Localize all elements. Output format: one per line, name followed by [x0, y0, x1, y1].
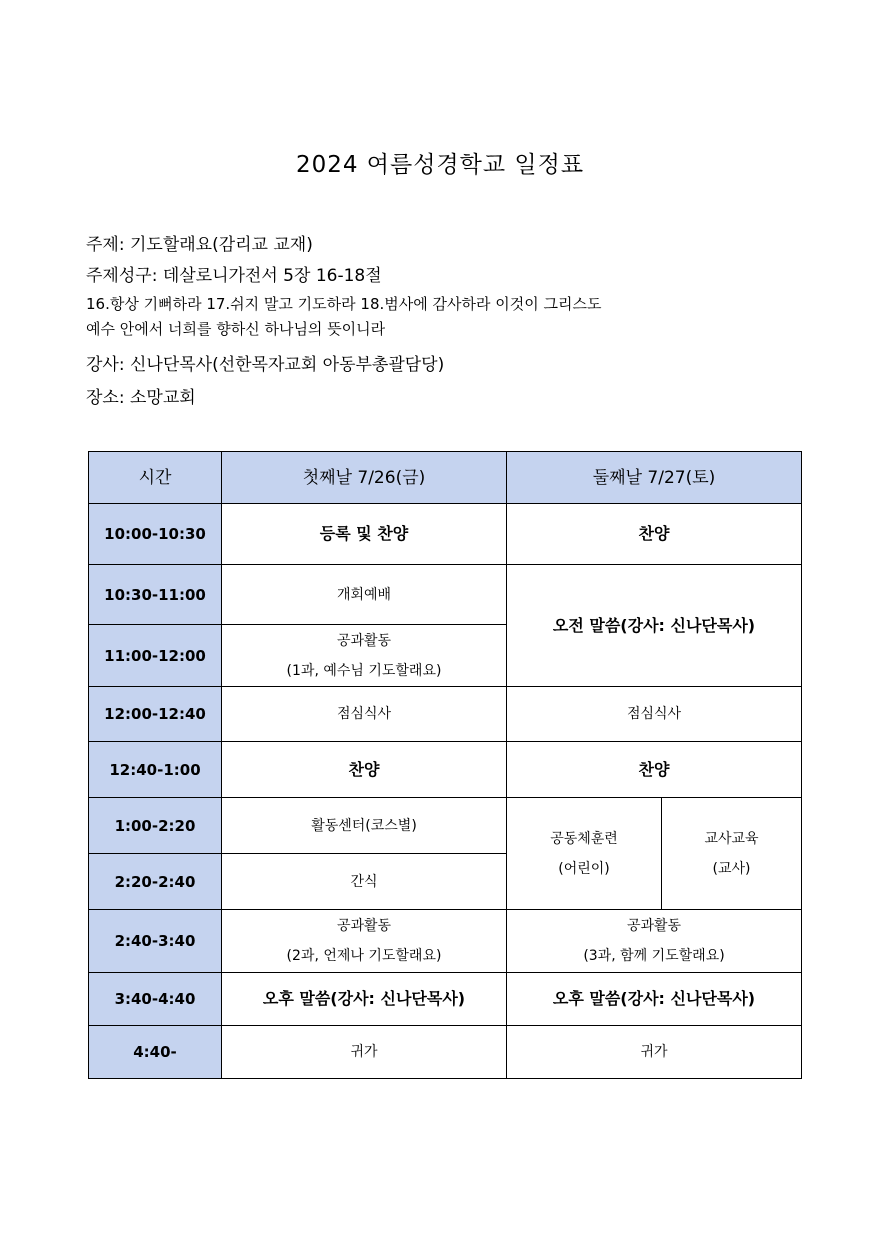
- day1-cell: [222, 625, 507, 687]
- theme-line: 주제: 기도할래요(감리교 교재): [86, 235, 313, 255]
- header-day1: 첫째날 7/26(금): [222, 452, 507, 504]
- cell-line: 교사교육: [704, 830, 759, 847]
- time-cell: 1:00-2:20: [89, 798, 222, 854]
- table-row: [89, 798, 802, 854]
- table-row: [89, 742, 802, 798]
- verse-reference: 주제성구: 데살로니가전서 5장 16-18절: [86, 266, 382, 286]
- time-cell: 11:00-12:00: [89, 625, 222, 687]
- table-row: [89, 910, 802, 973]
- day2-teacher-cell: [662, 798, 802, 910]
- header-day2: 둘째날 7/27(토): [507, 452, 802, 504]
- schedule-table: [88, 451, 802, 1079]
- cell-line: 공과활동: [336, 632, 392, 649]
- cell-line: (교사): [712, 860, 751, 877]
- day2-cell: 찬양: [507, 742, 802, 798]
- verse-text-line-2: 예수 안에서 너희를 향하신 하나님의 뜻이니라: [86, 320, 386, 338]
- day1-cell: 간식: [222, 854, 507, 910]
- time-cell: 3:40-4:40: [89, 973, 222, 1026]
- day1-cell: 개회예배: [222, 565, 507, 625]
- table-row: [89, 687, 802, 742]
- time-cell: 12:40-1:00: [89, 742, 222, 798]
- cell-line: (어린이): [558, 860, 610, 877]
- day2-cell: [507, 910, 802, 973]
- speaker-line: 강사: 신나단목사(선한목자교회 아동부총괄담당): [86, 355, 445, 375]
- day2-group-cell: [507, 798, 662, 910]
- time-cell: 10:30-11:00: [89, 565, 222, 625]
- day1-cell: 활동센터(코스별): [222, 798, 507, 854]
- time-cell: 12:00-12:40: [89, 687, 222, 742]
- day1-cell: 점심식사: [222, 687, 507, 742]
- verse-text-line-1: 16.항상 기뻐하라 17.쉬지 말고 기도하라 18.범사에 감사하라 이것이 그리스도: [86, 295, 602, 313]
- place-line: 장소: 소망교회: [86, 388, 196, 408]
- day2-cell: 오후 말씀(강사: 신나단목사): [507, 973, 802, 1026]
- day1-cell: 귀가: [222, 1026, 507, 1079]
- cell-line: 공과활동: [626, 918, 682, 934]
- time-cell: 2:40-3:40: [89, 910, 222, 973]
- table-row: [89, 973, 802, 1026]
- day2-cell: 찬양: [507, 504, 802, 565]
- cell-line: (3과, 함께 기도할래요): [583, 948, 725, 964]
- time-cell: 4:40-: [89, 1026, 222, 1079]
- day2-cell: 오전 말씀(강사: 신나단목사): [507, 565, 802, 687]
- table-row: [89, 565, 802, 625]
- page-title: 2024 여름성경학교 일정표: [295, 152, 585, 178]
- header-time: 시간: [89, 452, 222, 504]
- cell-line: (2과, 언제나 기도할래요): [286, 948, 442, 964]
- table-row: [89, 504, 802, 565]
- day1-cell: 찬양: [222, 742, 507, 798]
- day2-cell: 귀가: [507, 1026, 802, 1079]
- day1-cell: 오후 말씀(강사: 신나단목사): [222, 973, 507, 1026]
- time-cell: 2:20-2:40: [89, 854, 222, 910]
- cell-line: 공과활동: [336, 918, 392, 934]
- day2-cell: 점심식사: [507, 687, 802, 742]
- table-header-row: [89, 452, 802, 504]
- time-cell: 10:00-10:30: [89, 504, 222, 565]
- cell-line: (1과, 예수님 기도할래요): [286, 662, 442, 679]
- table-row: [89, 1026, 802, 1079]
- day1-cell: [222, 910, 507, 973]
- day1-cell: 등록 및 찬양: [222, 504, 507, 565]
- cell-line: 공동체훈련: [550, 830, 618, 847]
